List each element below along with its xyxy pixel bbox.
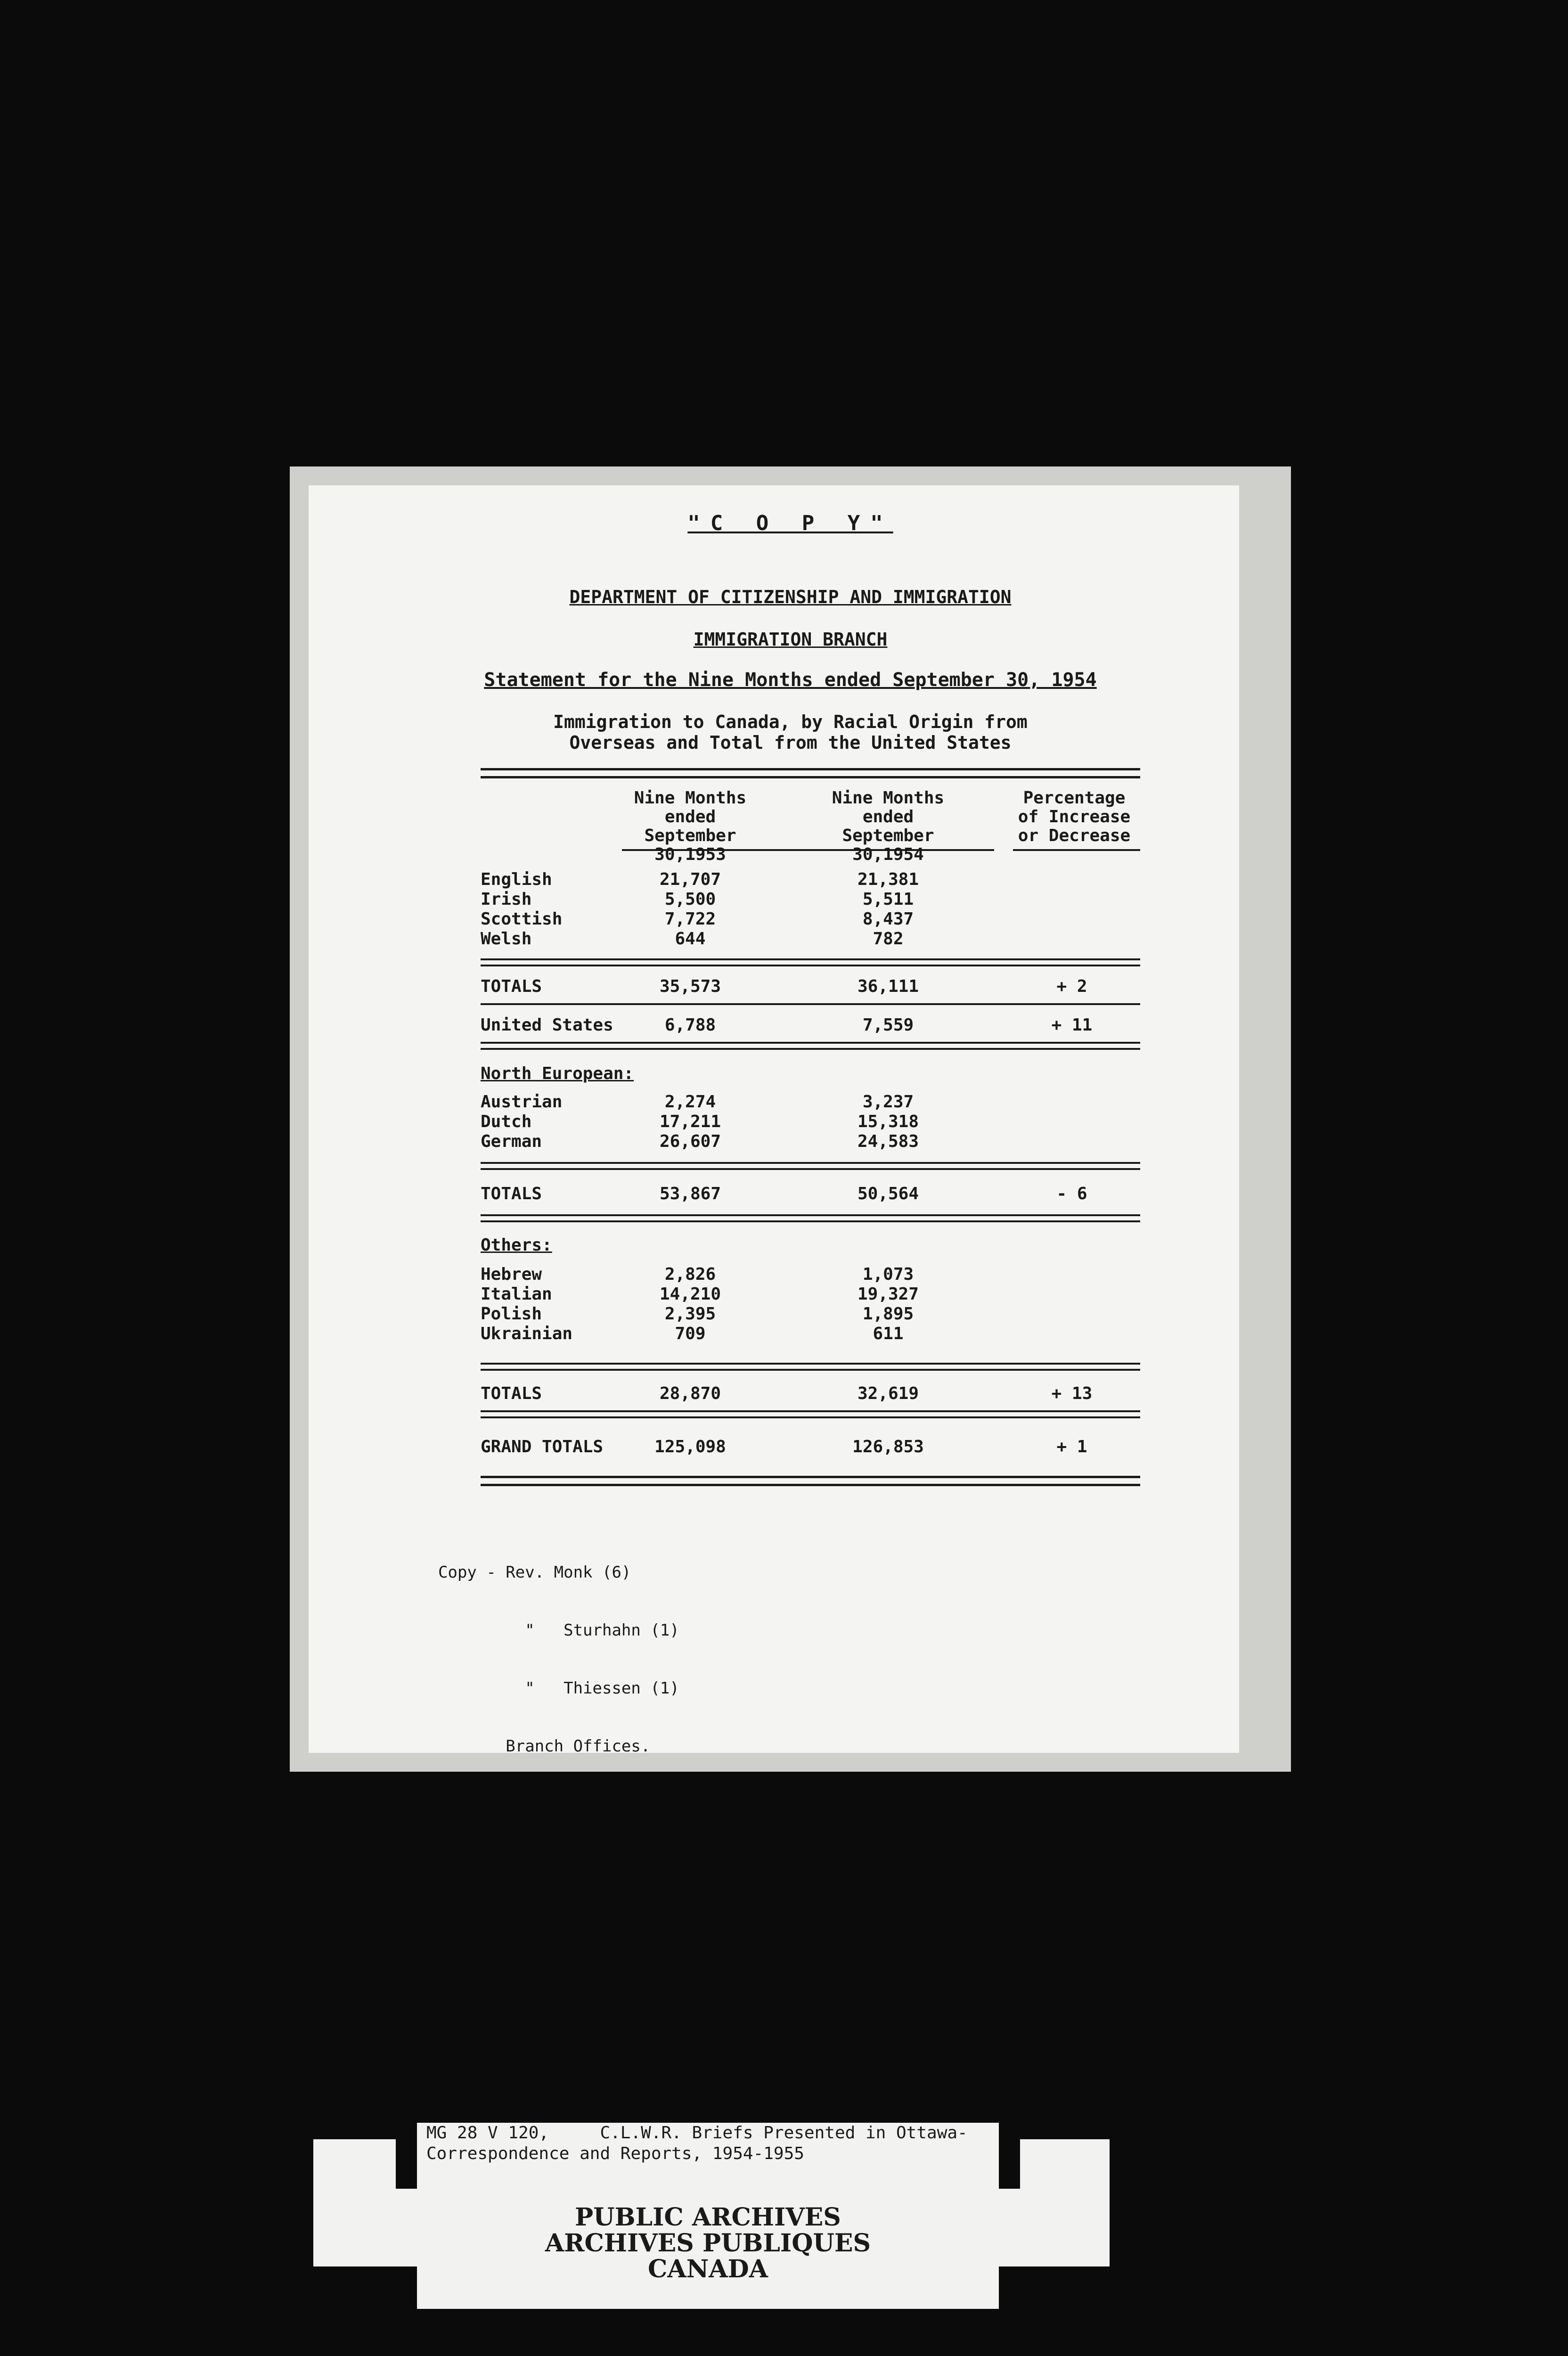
section-label: North European: xyxy=(481,1064,634,1083)
rule xyxy=(481,1214,1140,1222)
table-row-grand-totals xyxy=(481,1437,1140,1457)
value-1953: 7,722 xyxy=(664,909,716,929)
header-text: ended xyxy=(664,807,716,826)
rule xyxy=(481,1410,1140,1418)
copy-list-line: Branch Offices. xyxy=(438,1737,651,1756)
rule xyxy=(481,1162,1140,1170)
header-text: Percentage xyxy=(1023,788,1126,808)
value-1954: 8,437 xyxy=(862,909,914,929)
row-label: Dutch xyxy=(481,1112,532,1131)
value-1954: 611 xyxy=(873,1324,904,1343)
row-label: Scottish xyxy=(481,909,563,929)
archive-stamp-line: ARCHIVES PUBLIQUES xyxy=(545,2229,871,2258)
archive-stamp-line: PUBLIC ARCHIVES xyxy=(575,2203,841,2232)
row-label: German xyxy=(481,1132,542,1151)
value-1953: 644 xyxy=(675,929,706,949)
header-text: of Increase xyxy=(1018,807,1131,826)
copy-distribution-list xyxy=(438,1524,679,1795)
value-1953: 53,867 xyxy=(659,1184,721,1203)
table-row xyxy=(481,1265,1140,1284)
archive-reference-line: MG 28 V 120, C.L.W.R. Briefs Presented in Ottawa- xyxy=(426,2123,968,2143)
value-1954: 1,895 xyxy=(862,1304,914,1324)
value-1953: 26,607 xyxy=(659,1132,721,1151)
table-row xyxy=(481,1304,1140,1324)
archive-reference xyxy=(417,2123,999,2165)
value-percentage: + 13 xyxy=(1051,1384,1093,1403)
row-label: Austrian xyxy=(481,1092,563,1112)
archive-stamp-line: CANADA xyxy=(647,2255,768,2283)
value-1954: 126,853 xyxy=(852,1437,924,1456)
header-1954 xyxy=(815,789,961,864)
table-row xyxy=(481,1112,1140,1132)
table-row-totals xyxy=(481,1384,1140,1404)
row-label: United States xyxy=(481,1015,613,1035)
copy-list-line: " Sturhahn (1) xyxy=(438,1621,679,1640)
value-1953: 709 xyxy=(675,1324,706,1343)
row-label: TOTALS xyxy=(481,1384,542,1403)
value-1953: 2,826 xyxy=(664,1265,716,1284)
section-label: Others: xyxy=(481,1235,552,1255)
table-row xyxy=(481,1092,1140,1112)
header-text: September 30,1954 xyxy=(842,826,934,864)
value-1953: 21,707 xyxy=(659,870,721,889)
value-1953: 35,573 xyxy=(659,977,721,996)
table-row xyxy=(481,1132,1140,1152)
value-1954: 19,327 xyxy=(857,1284,919,1304)
table-row xyxy=(481,909,1140,929)
value-1954: 3,237 xyxy=(862,1092,914,1112)
section-heading xyxy=(481,1235,1140,1255)
subtitle-line: Overseas and Total from the United States xyxy=(569,732,1012,753)
table-row xyxy=(481,890,1140,909)
copy-list-line: " Thiessen (1) xyxy=(438,1679,679,1698)
branch-heading: IMMIGRATION BRANCH xyxy=(693,629,888,650)
header-1953 xyxy=(617,789,763,864)
value-1953: 125,098 xyxy=(654,1437,726,1456)
row-label: Ukrainian xyxy=(481,1324,573,1343)
rule xyxy=(481,1476,1140,1486)
header-text: Nine Months xyxy=(832,788,945,808)
value-1953: 2,274 xyxy=(664,1092,716,1112)
header-text: Nine Months xyxy=(634,788,747,808)
row-label: GRAND TOTALS xyxy=(481,1437,604,1456)
value-1954: 5,511 xyxy=(862,890,914,909)
table-row xyxy=(481,870,1140,890)
copy-mark: "C O P Y" xyxy=(687,511,893,535)
table-row xyxy=(481,1284,1140,1304)
table-header xyxy=(481,778,1140,864)
value-percentage: + 2 xyxy=(1056,977,1087,996)
value-1954: 36,111 xyxy=(857,977,919,996)
value-1954: 50,564 xyxy=(857,1184,919,1203)
immigration-table xyxy=(481,768,1140,1486)
header-percentage xyxy=(1004,789,1145,845)
value-1953: 6,788 xyxy=(664,1015,716,1035)
value-1954: 15,318 xyxy=(857,1112,919,1131)
row-label: Polish xyxy=(481,1304,542,1324)
subtitle xyxy=(290,712,1291,753)
table-row-united-states xyxy=(481,1015,1140,1035)
department-heading: DEPARTMENT OF CITIZENSHIP AND IMMIGRATION xyxy=(569,587,1012,607)
value-1954: 782 xyxy=(873,929,904,949)
value-1954: 7,559 xyxy=(862,1015,914,1035)
table-row xyxy=(481,1324,1140,1344)
value-percentage: + 11 xyxy=(1051,1015,1093,1035)
table-row xyxy=(481,929,1140,949)
header-text: September 30,1953 xyxy=(644,826,736,864)
value-1953: 5,500 xyxy=(664,890,716,909)
table-row-totals xyxy=(481,1184,1140,1204)
north-european-rows xyxy=(481,1092,1140,1152)
value-1954: 24,583 xyxy=(857,1132,919,1151)
rule xyxy=(481,1363,1140,1371)
rule xyxy=(481,1042,1140,1050)
rule xyxy=(481,958,1140,966)
value-1953: 28,870 xyxy=(659,1384,721,1403)
row-label: TOTALS xyxy=(481,1184,542,1203)
table-row-totals xyxy=(481,977,1140,997)
value-1953: 17,211 xyxy=(659,1112,721,1131)
value-1954: 21,381 xyxy=(857,870,919,889)
value-percentage: - 6 xyxy=(1056,1184,1087,1203)
section-heading xyxy=(481,1064,1140,1084)
row-label: Welsh xyxy=(481,929,532,949)
value-1953: 2,395 xyxy=(664,1304,716,1324)
value-1954: 32,619 xyxy=(857,1384,919,1403)
row-label: TOTALS xyxy=(481,977,542,996)
statement-heading: Statement for the Nine Months ended September 30, 1954 xyxy=(484,669,1097,691)
row-label: Italian xyxy=(481,1284,552,1304)
copy-list-line: Copy - Rev. Monk (6) xyxy=(438,1563,631,1582)
value-1953: 14,210 xyxy=(659,1284,721,1304)
row-label: Hebrew xyxy=(481,1265,542,1284)
label-notch xyxy=(396,2123,417,2189)
header-text: ended xyxy=(862,807,914,826)
row-label: Irish xyxy=(481,890,532,909)
rule xyxy=(481,768,1140,778)
value-1954: 1,073 xyxy=(862,1265,914,1284)
row-label: English xyxy=(481,870,552,889)
value-percentage: + 1 xyxy=(1056,1437,1087,1456)
document-page xyxy=(290,466,1291,1772)
label-notch xyxy=(999,2123,1020,2189)
others-rows xyxy=(481,1265,1140,1344)
header-text: or Decrease xyxy=(1018,826,1131,845)
british-rows xyxy=(481,870,1140,949)
archive-reference-line: Correspondence and Reports, 1954-1955 xyxy=(426,2144,804,2163)
subtitle-line: Immigration to Canada, by Racial Origin from xyxy=(553,712,1028,732)
